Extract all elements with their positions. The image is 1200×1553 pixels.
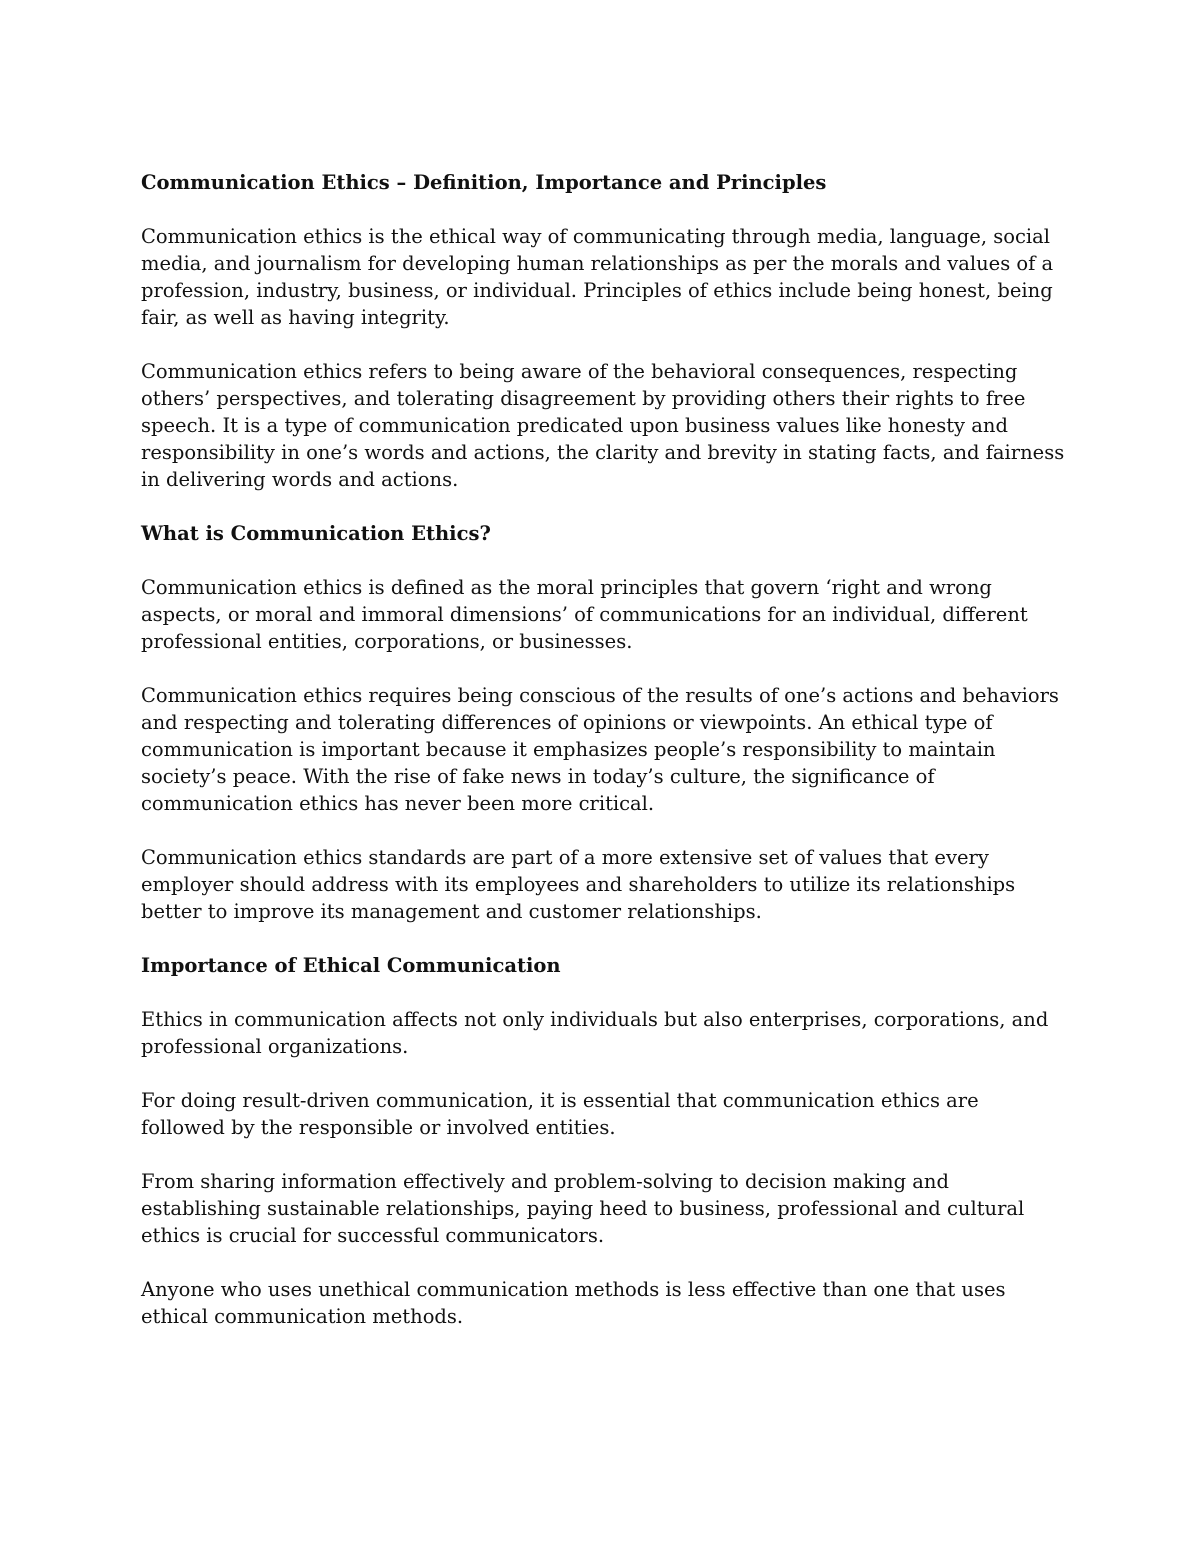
section-paragraph: Communication ethics is defined as the moral principles that govern ‘right and wrong aspects, or moral and immoral dimensions’ of communications for an individual, different professional entities, corporations, or businesses.: [141, 576, 1028, 653]
section-paragraph: From sharing information effectively and problem-solving to decision making and establishing sustainable relationships, paying heed to business, professional and cultural ethics is crucial for successful communicators.: [141, 1170, 1025, 1247]
intro-paragraph: Communication ethics refers to being aware of the behavioral consequences, respecting others’ perspectives, and tolerating disagreement by providing others their rights to free speech. It is a type of communication predicated upon business values like honesty and responsibility in one’s words and actions, the clarity and brevity in stating facts, and fairness in delivering words and actions.: [141, 360, 1065, 491]
intro-paragraph: Communication ethics is the ethical way of communicating through media, language, social media, and journalism for developing human relationships as per the morals and values of a profession, industry, business, or individual. Principles of ethics include being honest, being fair, as well as having integrity.: [141, 225, 1054, 329]
section-paragraph: For doing result-driven communication, it is essential that communication ethics are followed by the responsible or involved entities.: [141, 1089, 979, 1139]
document-title: Communication Ethics – Definition, Importance and Principles: [141, 171, 827, 194]
section-paragraph: Communication ethics requires being conscious of the results of one’s actions and behaviors and respecting and tolerating differences of opinions or viewpoints. An ethical type of communication is important because it emphasizes people’s responsibility to maintain society’s peace. With the rise of fake news in today’s culture, the significance of communication ethics has never been more critical.: [141, 684, 1059, 815]
section-heading-importance: Importance of Ethical Communication: [141, 954, 561, 977]
document-body: [141, 169, 1066, 1357]
section-heading-what-is: What is Communication Ethics?: [141, 522, 491, 545]
section-paragraph: Anyone who uses unethical communication methods is less effective than one that uses ethical communication methods.: [141, 1278, 1006, 1328]
section-paragraph: Ethics in communication affects not only individuals but also enterprises, corporations, and professional organizations.: [141, 1008, 1049, 1058]
section-paragraph: Communication ethics standards are part of a more extensive set of values that every employer should address with its employees and shareholders to utilize its relationships better to improve its management and customer relationships.: [141, 846, 1016, 923]
